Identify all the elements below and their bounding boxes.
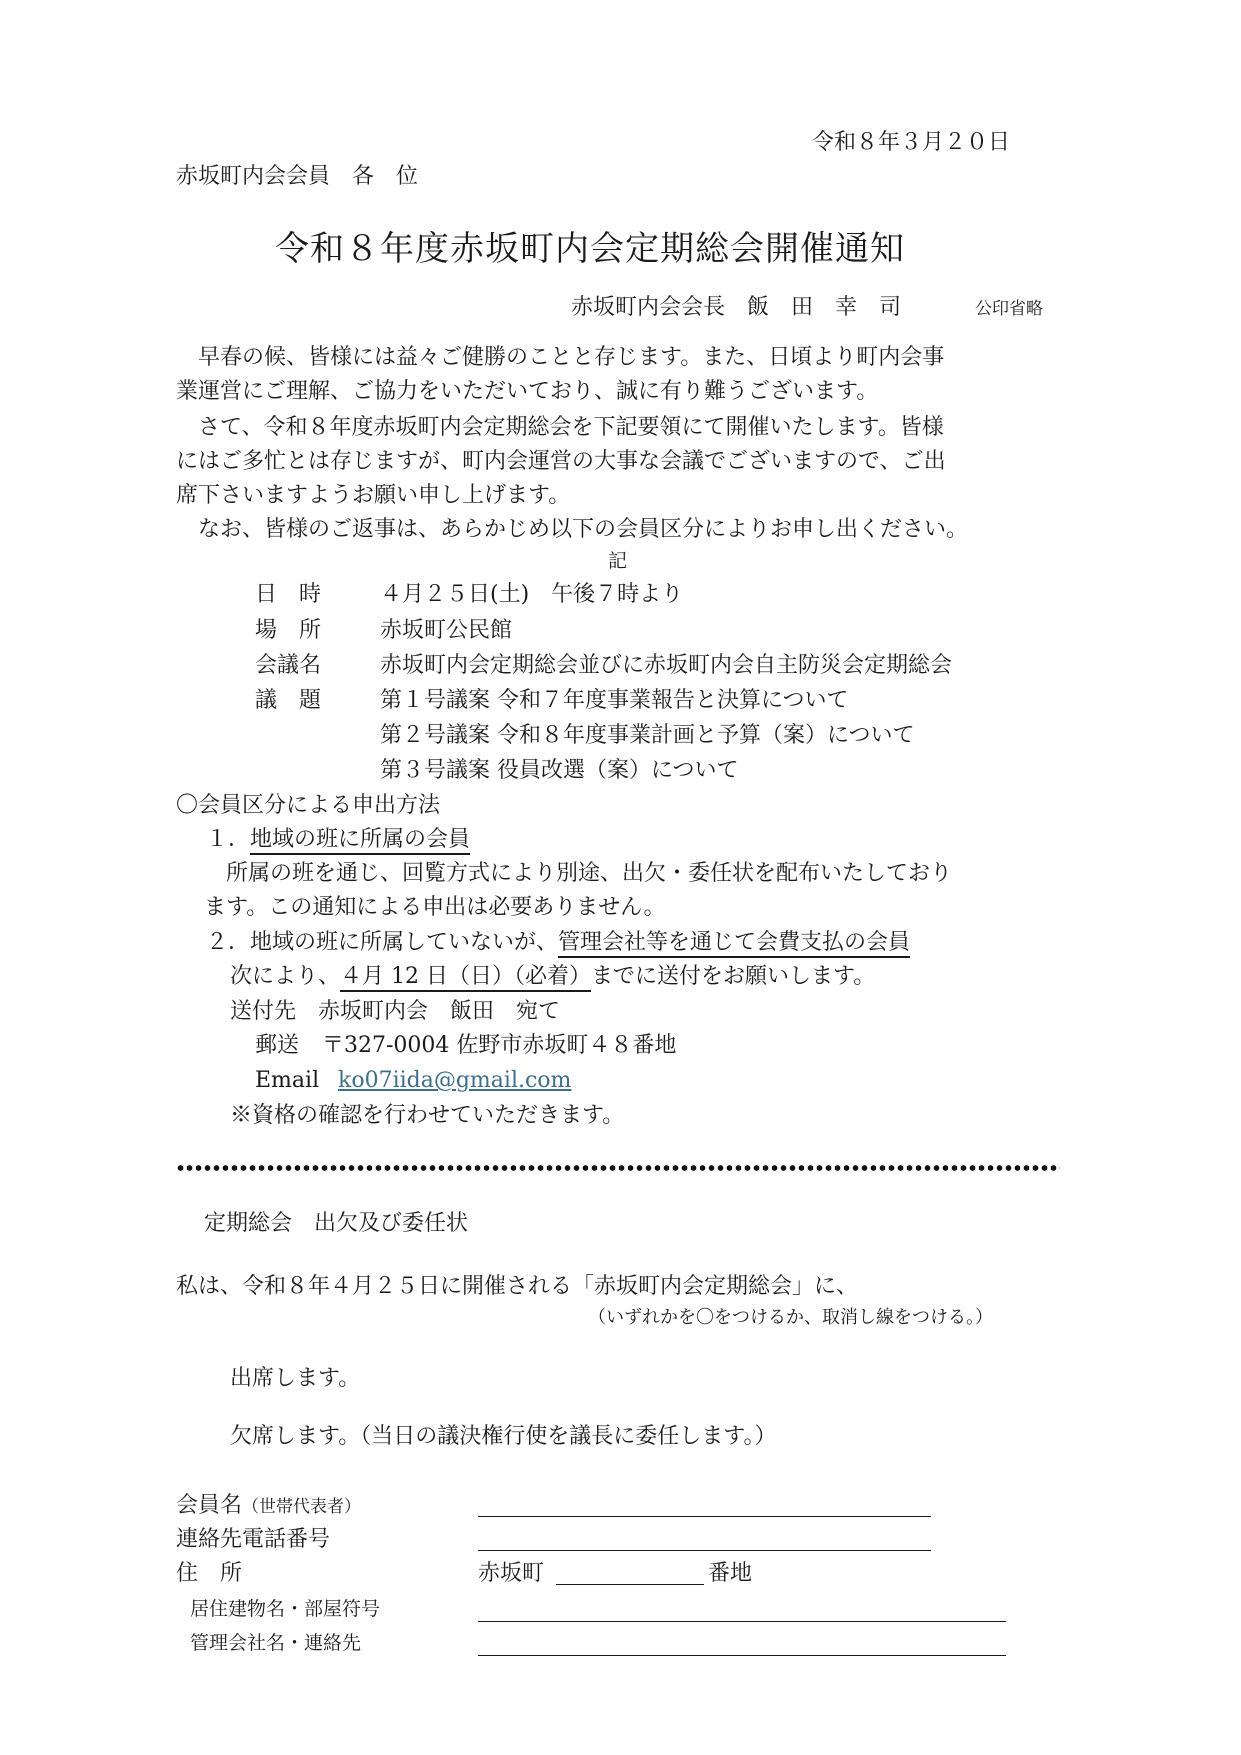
phone-field[interactable] [478,1550,931,1551]
building-label: 居住建物名・部屋符号 [190,1598,381,1620]
recipient-line: 赤坂町内会会員 各 位 [176,164,419,189]
company-field[interactable] [478,1655,1006,1656]
form-instruction: （いずれかを〇をつけるか、取消し線をつける。） [588,1307,993,1328]
detail-value-meeting: 赤坂町内会定期総会並びに赤坂町内会自主防災会定期総会 [380,653,953,678]
member-name-note: （世帯代表者） [242,1497,362,1517]
detail-value-place: 赤坂町公民館 [380,618,513,643]
method-2-body [230,962,875,992]
method-2-heading [206,928,910,958]
method-heading: 〇会員区分による申出方法 [176,793,441,818]
agenda-item: 第１号議案 令和７年度事業報告と決算について [380,688,849,713]
detail-label-agenda: 議 題 [255,688,322,713]
address-label: 住 所 [176,1561,243,1586]
method-2-title: 管理会社等を通じて会費支払の会員 [558,930,910,958]
sender-line: 赤坂町内会会長 飯 田 幸 司 [571,295,902,320]
company-label: 管理会社名・連絡先 [190,1632,362,1654]
seal-omitted-note: 公印省略 [975,299,1043,319]
agenda-item: 第２号議案 令和８年度事業計画と予算（案）について [380,723,915,748]
member-name-text: 会員名 [176,1493,243,1518]
dotted-cut-line [176,1165,1060,1171]
greeting-line: さて、令和８年度赤坂町内会定期総会を下記要領にて開催いたします。皆様 [176,415,944,440]
member-name-field[interactable] [478,1516,931,1517]
greeting-line: なお、皆様のご返事は、あらかじめ以下の会員区分によりお申し出ください。 [176,517,969,542]
form-statement: 私は、令和８年４月２５日に開催される「赤坂町内会定期総会」に、 [176,1274,859,1299]
mail-address: 〒327-0004 佐野市赤坂町４８番地 [322,1033,677,1058]
method-2-pre: 地域の班に所属していないが、 [250,930,559,955]
phone-label: 連絡先電話番号 [176,1527,331,1552]
greeting-line: 業運営にご理解、ご協力をいただいており、誠に有り難うございます。 [176,379,879,404]
form-title: 定期総会 出欠及び委任状 [204,1211,469,1236]
method-2-body-pre: 次により、 [230,964,341,989]
detail-value-datetime: ４月２５日(土) 午後７時より [380,582,684,607]
email-link[interactable]: ko07iida@gmail.com [338,1068,572,1093]
method-1-number: １． [206,827,251,852]
email-label: Email [255,1068,320,1093]
detail-label-place: 場 所 [255,618,322,643]
detail-label-meeting: 会議名 [255,653,322,678]
member-name-label [176,1491,361,1521]
attend-option[interactable]: 出席します。 [230,1366,361,1391]
method-2-body-post: までに送付をお願いします。 [591,964,876,989]
deadline: ４月 12 日（日）（必着） [340,964,591,992]
building-field[interactable] [478,1621,1006,1622]
agenda-item: 第３号議案 役員改選（案）について [380,758,739,783]
address-number-field[interactable] [556,1584,704,1585]
address-suffix: 番地 [708,1561,753,1586]
page-title: 令和８年度赤坂町内会定期総会開催通知 [275,229,905,269]
detail-label-datetime: 日 時 [255,582,322,607]
qualification-note: ※資格の確認を行わせていただきます。 [230,1103,625,1128]
greeting-line: 早春の候、皆様には益々ご健勝のことと存じます。また、日頃より町内会事 [176,345,945,370]
address-prefix: 赤坂町 [478,1561,545,1586]
notice-date: 令和８年３月２０日 [812,130,1011,155]
greeting-line: 席下さいますようお願い申し上げます。 [176,483,571,508]
method-1-title: 地域の班に所属の会員 [250,827,470,855]
mail-label: 郵送 [255,1033,300,1058]
ki-marker: 記 [608,550,628,572]
method-1-body: ます。この通知による申出は必要ありません。 [204,895,666,920]
method-1-heading [206,825,470,855]
greeting-line: にはご多忙とは存じますが、町内会運営の大事な会議でございますので、ご出 [176,449,946,474]
method-2-number: ２． [206,930,251,955]
method-1-body: 所属の班を通じ、回覧方式により別途、出欠・委任状を配布いたしており [226,861,953,886]
absent-option[interactable]: 欠席します。（当日の議決権行使を議長に委任します。） [230,1424,777,1449]
send-to-line: 送付先 赤坂町内会 飯田 宛て [230,999,561,1024]
